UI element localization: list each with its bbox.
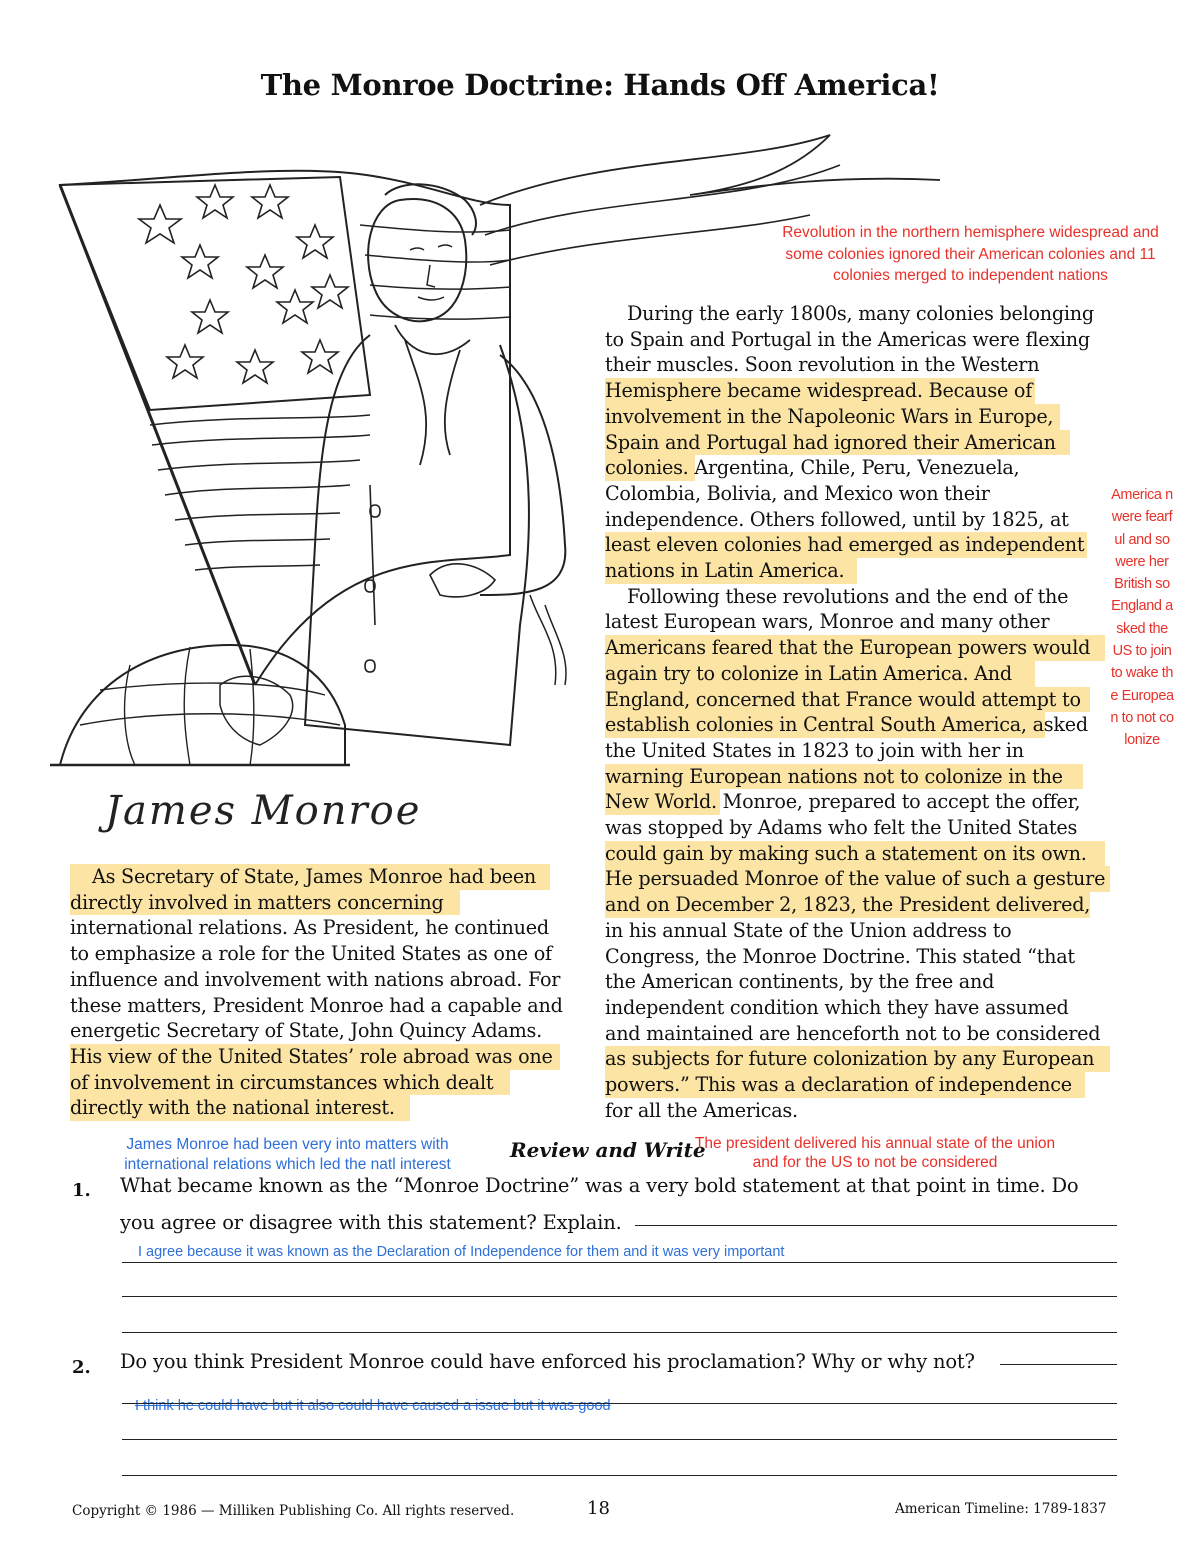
question-1-text: What became known as the “Monroe Doctrine” was a very bold statement at that point in time. Do — [120, 1174, 1079, 1197]
answer-line[interactable] — [122, 1439, 1117, 1440]
text-line: colonies. Argentina, Chile, Peru, Venezuela, — [605, 456, 1020, 480]
answer-line[interactable] — [635, 1225, 1117, 1226]
question-1-text: you agree or disagree with this statement? Explain. — [120, 1211, 622, 1234]
text-line: New World. Monroe, prepared to accept the offer, — [605, 790, 1081, 814]
text-line: and maintained are henceforth not to be considered — [605, 1021, 1101, 1045]
text-line: Congress, the Monroe Doctrine. This stated “that — [605, 944, 1075, 968]
text-line: was stopped by Adams who felt the United States — [605, 816, 1078, 840]
text-line: these matters, President Monroe had a capable and — [70, 993, 563, 1017]
annotation-bottom-blue: James Monroe had been very into matters with international relations which led the natl interest — [124, 1136, 451, 1173]
question-2-text: Do you think President Monroe could have enforced his proclamation? Why or why not? — [120, 1350, 975, 1373]
page-title: The Monroe Doctrine: Hands Off America! — [260, 68, 940, 102]
text-line: as subjects for future colonization by any European — [605, 1046, 1110, 1072]
question-2-number: 2. — [72, 1357, 91, 1378]
text-line: As Secretary of State, James Monroe had been — [70, 864, 550, 890]
question-2-answer[interactable]: I think he could have but it also could have caused a issue but it was good — [135, 1398, 611, 1414]
question-1-answer[interactable]: I agree because it was known as the Declaration of Independence for them and it was very important — [138, 1244, 785, 1260]
text-line: involvement in the Napoleonic Wars in Europe, — [605, 404, 1060, 430]
question-1-number: 1. — [72, 1180, 91, 1201]
text-line: Hemisphere became widespread. Because of — [605, 378, 1035, 404]
flag-stars — [139, 185, 348, 383]
answer-line[interactable] — [122, 1296, 1117, 1297]
left-column-text — [70, 864, 563, 1121]
text-line: latest European wars, Monroe and many other — [605, 610, 1050, 634]
annotation-top-red: Revolution in the northern hemisphere widespread and some colonies ignored their American colonies and 11 colonies merged to independent nations — [782, 224, 1159, 284]
answer-line[interactable] — [122, 1475, 1117, 1476]
answer-line[interactable] — [122, 1403, 1117, 1404]
text-line: powers.” This was a declaration of independence — [605, 1072, 1085, 1098]
text-line: He persuaded Monroe of the value of such a gesture — [605, 866, 1110, 892]
text-line: directly involved in matters concerning — [70, 890, 460, 916]
text-line: nations in Latin America. — [605, 558, 857, 584]
text-line: could gain by making such a statement on its own. — [605, 841, 1105, 867]
text-line: His view of the United States’ role abroad was one — [70, 1044, 560, 1070]
signature: James Monroe — [105, 788, 422, 834]
text-line: England, concerned that France would attempt to — [605, 687, 1090, 713]
annotation-bottom-red: The president delivered his annual state of the union and for the US to not be considered — [694, 1135, 1056, 1171]
annotation-side-red: America n were fearful and so were her British so England asked the US to join to wake the Europea n to not colonize — [1110, 487, 1174, 749]
text-line: Spain and Portugal had ignored their American — [605, 430, 1070, 456]
text-line: influence and involvement with nations abroad. For — [70, 967, 561, 991]
text-line: again try to colonize in Latin America. And — [605, 661, 1035, 687]
text-line: establish colonies in Central South America, asked — [605, 713, 1088, 737]
text-line: independent condition which they have assumed — [605, 995, 1069, 1019]
answer-line[interactable] — [1000, 1364, 1117, 1365]
text-line: to Spain and Portugal in the Americas were flexing — [605, 327, 1090, 351]
text-line: for all the Americas. — [605, 1098, 798, 1122]
text-line: the American continents, by the free and — [605, 970, 995, 994]
text-line: During the early 1800s, many colonies belonging — [627, 302, 1094, 325]
footer-copyright: Copyright © 1986 — Milliken Publishing Co. All rights reserved. — [72, 1503, 515, 1519]
text-line: Following these revolutions and the end of the — [627, 584, 1069, 608]
answer-line[interactable] — [122, 1332, 1117, 1333]
text-line: in his annual State of the Union address to — [605, 918, 1012, 942]
text-line: of involvement in circumstances which dealt — [70, 1070, 510, 1096]
text-line: Americans feared that the European powers would — [605, 635, 1105, 661]
text-line: to emphasize a role for the United States as one of — [70, 942, 552, 966]
text-line: least eleven colonies had emerged as independent — [605, 532, 1087, 558]
text-line: warning European nations not to colonize in the — [605, 764, 1083, 790]
text-line: and on December 2, 1823, the President delivered, — [605, 893, 1091, 917]
text-line: directly with the national interest. — [70, 1095, 410, 1121]
page-number: 18 — [587, 1498, 610, 1519]
text-line: Colombia, Bolivia, and Mexico won their — [605, 481, 990, 505]
right-column-text — [605, 301, 1110, 1124]
text-line: independence. Others followed, until by 1825, at — [605, 507, 1069, 531]
footer-series: American Timeline: 1789-1837 — [895, 1501, 1107, 1517]
text-line: international relations. As President, he continued — [70, 916, 549, 940]
review-heading: Review and Write — [510, 1138, 706, 1162]
text-line: their muscles. Soon revolution in the Western — [605, 353, 1040, 377]
answer-line[interactable] — [122, 1262, 1117, 1263]
text-line: the United States in 1823 to join with her in — [605, 738, 1024, 762]
text-line: energetic Secretary of State, John Quincy Adams. — [70, 1019, 542, 1043]
